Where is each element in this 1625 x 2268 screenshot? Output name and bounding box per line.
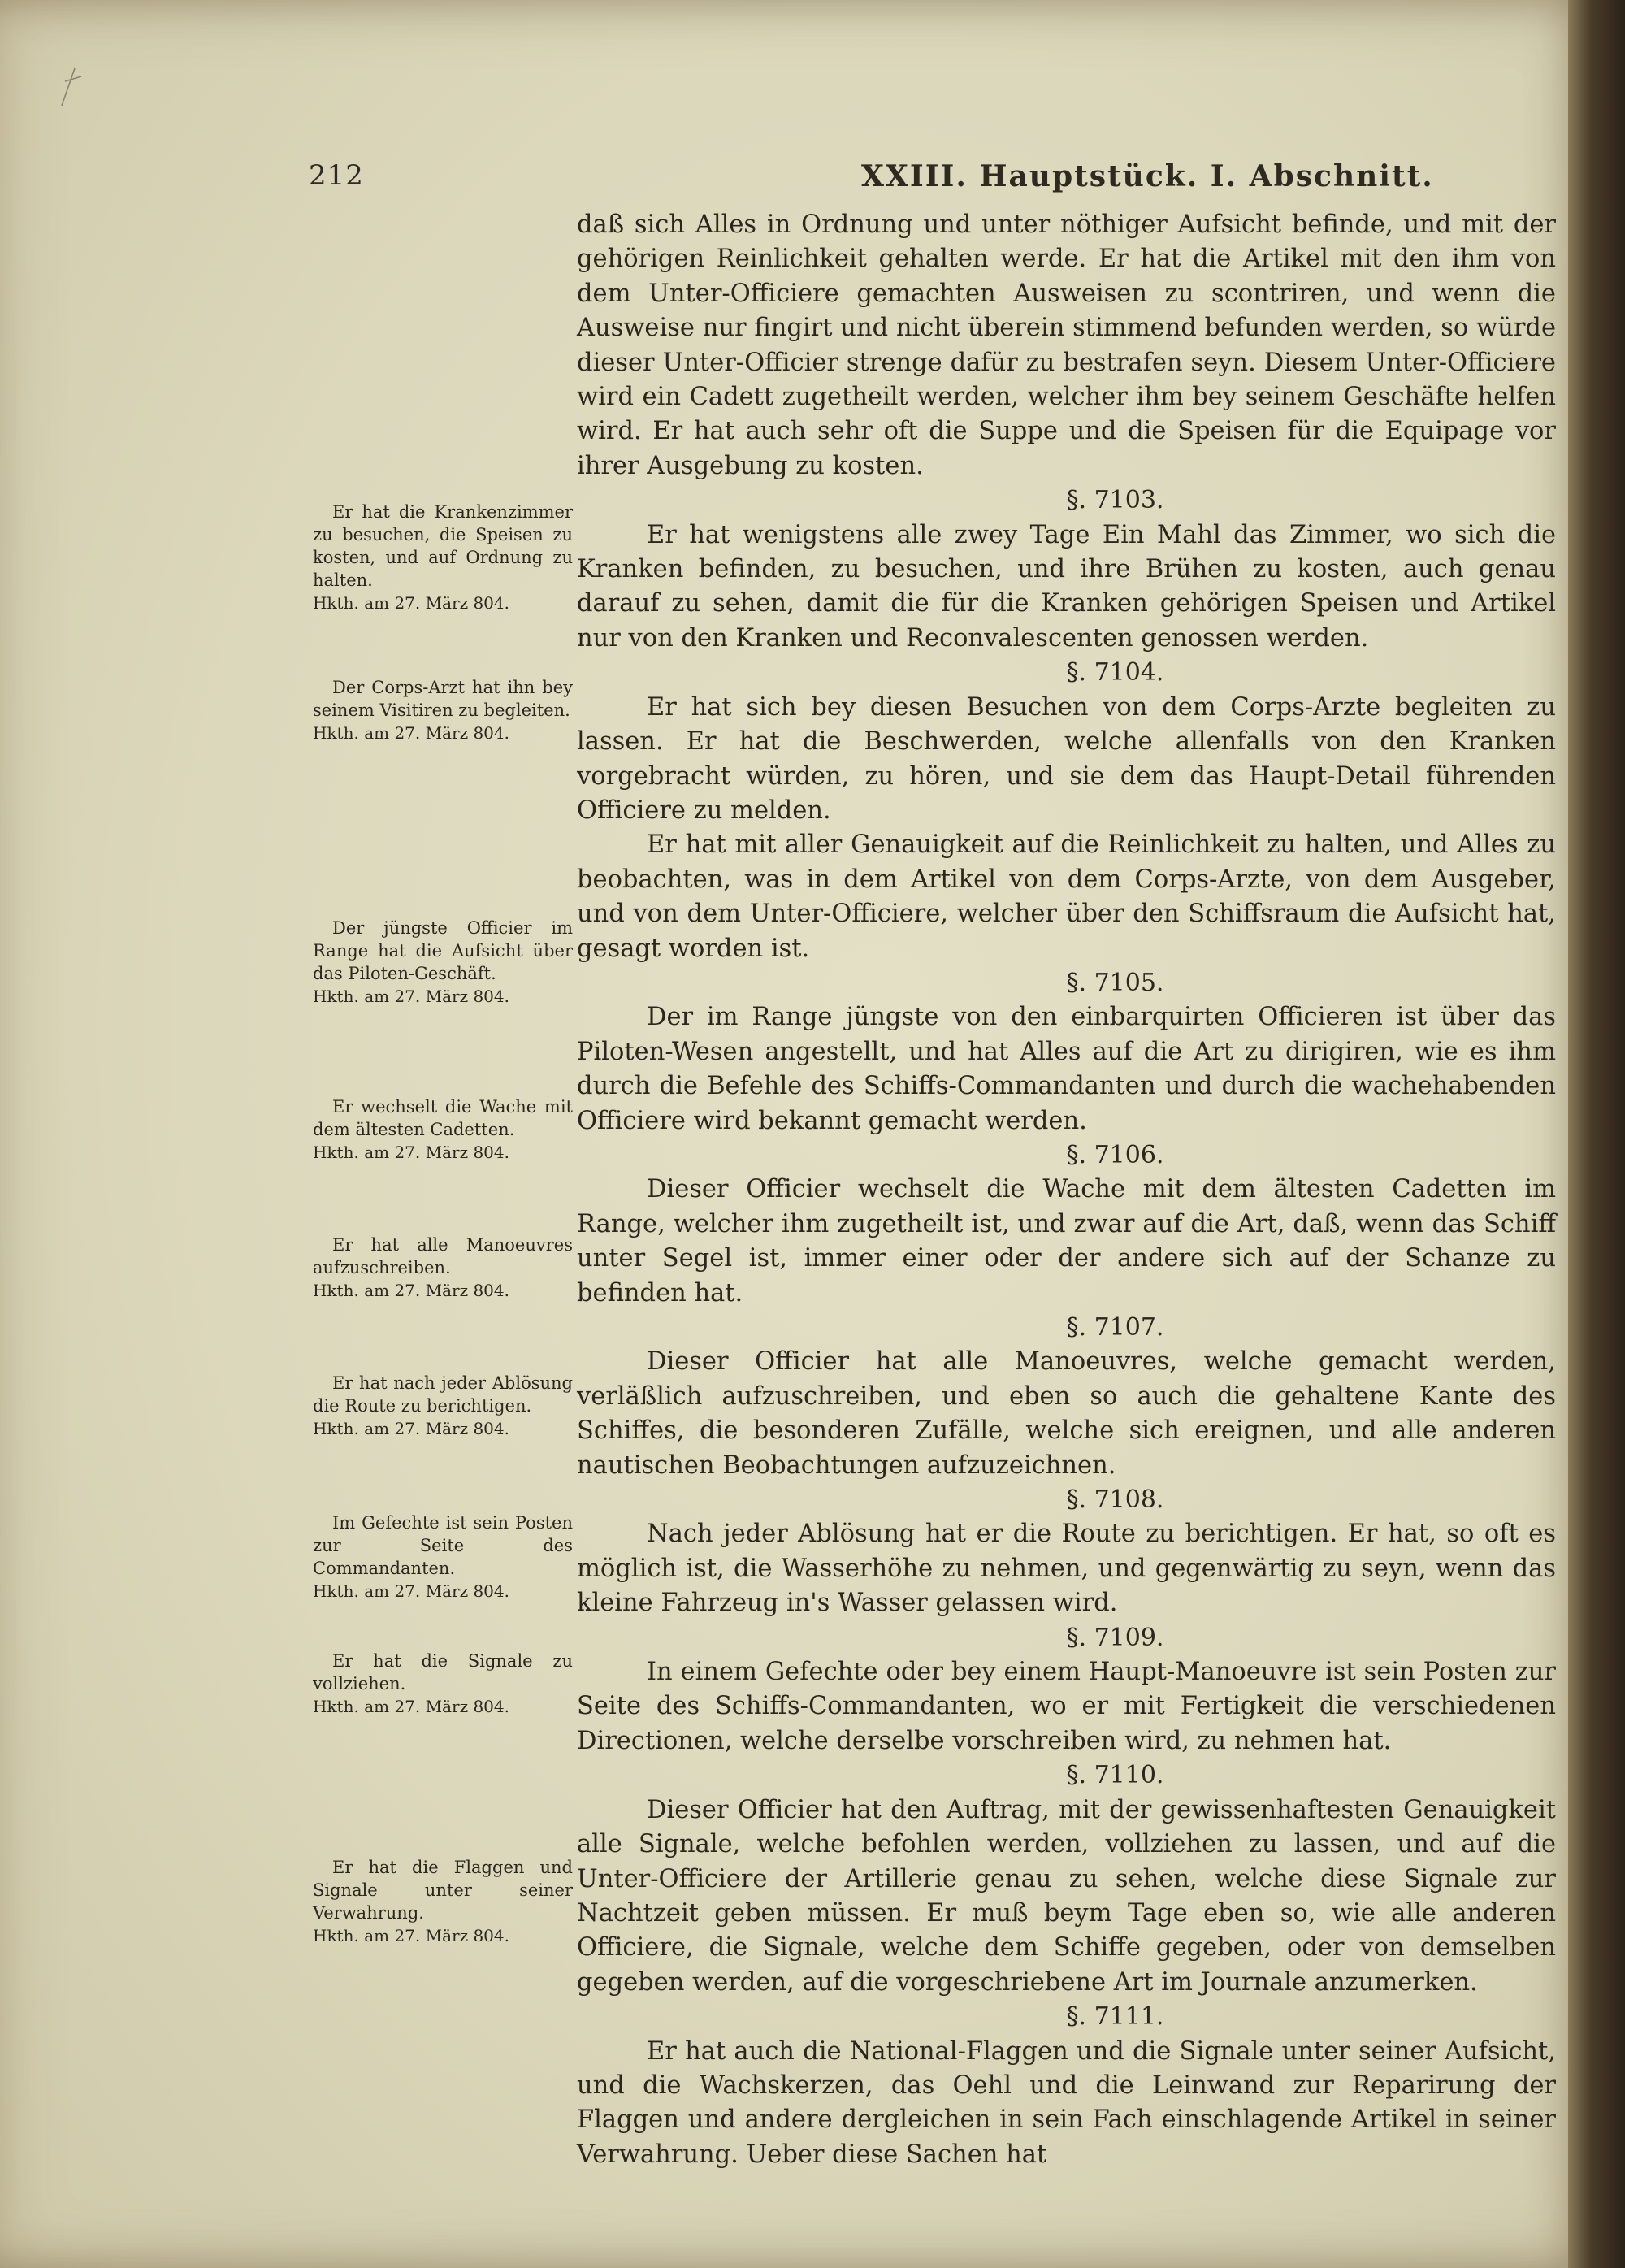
margin-note-text: Er hat die Flaggen und Signale unter seiner Verwahrung. <box>313 1858 573 1923</box>
body-text <box>577 208 1556 2172</box>
margin-note-reference: Hkth. am 27. März 804. <box>313 1143 509 1162</box>
paragraph: Dieser Officier hat den Auftrag, mit der gewissenhaftesten Genauigkeit alle Signale, welche befohlen werden, vollziehen zu lassen, und auf die Unter-Officiere der Artillerie genau zu sehen, welche diese Signale zur Nachtzeit geben müssen. Er muß beym Tage eben so, wie alle anderen Officiere, die Signale, welche dem Schiffe gegeben, oder von demselben gegeben werden, auf die vorgeschriebene Art im Journale anzumerken. <box>577 1795 1556 1997</box>
margin-note-text: Der jüngste Officier im Range hat die Aufsicht über das Piloten-Geschäft. <box>313 918 573 983</box>
section-heading: §. 7111. <box>1066 2002 1164 2032</box>
margin-note-reference: Hkth. am 27. März 804. <box>313 593 509 613</box>
margin-note-reference: Hkth. am 27. März 804. <box>313 1581 509 1601</box>
margin-note <box>313 1856 573 1947</box>
margin-note-text: Er hat die Signale zu vollziehen. <box>313 1651 573 1693</box>
paragraph: Dieser Officier wechselt die Wache mit dem ältesten Cadetten im Range, welcher ihm zugetheilt ist, und zwar auf die Art, daß, wenn das Schiff unter Segel ist, immer einer oder der andere sich auf der Schanze zu befinden hat. <box>577 1175 1556 1307</box>
pencil-mark-icon <box>57 63 89 112</box>
running-title: XXIII. Hauptstück. I. Abschnitt. <box>861 159 1434 193</box>
margin-note-text: Er wechselt die Wache mit dem ältesten Cadetten. <box>313 1097 573 1139</box>
margin-note <box>313 917 573 1008</box>
margin-note-text: Er hat die Krankenzimmer zu besuchen, die Speisen zu kosten, und auf Ordnung zu halten. <box>313 502 573 590</box>
page-number: 212 <box>309 159 364 192</box>
paragraph: Dieser Officier hat alle Manoeuvres, welche gemacht werden, verläßlich aufzuschreiben, und eben so auch die gehaltene Kante des Schiffes, die besonderen Zufälle, welche sich ereignen, und alle anderen nautischen Beobachtungen aufzuzeichnen. <box>577 1347 1556 1480</box>
margin-note-reference: Hkth. am 27. März 804. <box>313 1419 509 1438</box>
section-heading: §. 7107. <box>1066 1313 1164 1342</box>
section-heading: §. 7106. <box>1066 1140 1164 1169</box>
paragraph: Er hat mit aller Genauigkeit auf die Reinlichkeit zu halten, und Alles zu beobachten, was in dem Artikel von dem Corps-Arzte, von dem Ausgeber, und von dem Unter-Officiere, welcher über den Schiffsraum die Aufsicht hat, gesagt worden ist. <box>577 830 1556 963</box>
margin-note-text: Er hat alle Manoeuvres aufzuschreiben. <box>313 1235 573 1277</box>
section-heading: §. 7105. <box>1066 968 1164 997</box>
section-heading: §. 7103. <box>1066 486 1164 515</box>
margin-note <box>313 1511 573 1602</box>
margin-note-text: Er hat nach jeder Ablösung die Route zu berichtigen. <box>313 1373 573 1416</box>
paragraph: daß sich Alles in Ordnung und unter nöthiger Aufsicht befinde, und mit der gehörigen Reinlichkeit gehalten werde. Er hat die Artikel mit den ihm von dem Unter-Officiere gemachten Ausweisen zu scontriren, und wenn die Ausweise nur fingirt und nicht überein stimmend befunden werden, so würde dieser Unter-Officier strenge dafür zu bestrafen seyn. Diesem Unter-Officiere wird ein Cadett zugetheilt werden, welcher ihm bey seinem Geschäfte helfen wird. Er hat auch sehr oft die Suppe und die Speisen für die Equipage vor ihrer Ausgebung zu kosten. <box>577 210 1556 480</box>
margin-note-reference: Hkth. am 27. März 804. <box>313 1697 509 1716</box>
margin-note <box>313 501 573 614</box>
margin-note <box>313 1650 573 1718</box>
section-heading: §. 7109. <box>1066 1623 1164 1652</box>
margin-note <box>313 676 573 744</box>
paragraph: Er hat wenigstens alle zwey Tage Ein Mahl das Zimmer, wo sich die Kranken befinden, zu besuchen, und ihre Brühen zu kosten, auch genau darauf zu sehen, damit die für die Kranken gehörigen Speisen und Artikel nur von den Kranken und Reconvalescenten genossen werden. <box>577 520 1556 653</box>
margin-note-reference: Hkth. am 27. März 804. <box>313 987 509 1006</box>
paragraph: In einem Gefechte oder bey einem Haupt-Manoeuvre ist sein Posten zur Seite des Schiffs-Commandanten, wo er mit Fertigkeit die verschiedenen Directionen, welche derselbe vorschreiben wird, zu nehmen hat. <box>577 1658 1556 1755</box>
paragraph: Nach jeder Ablösung hat er die Route zu berichtigen. Er hat, so oft es möglich ist, die Wasserhöhe zu nehmen, und gegenwärtig zu seyn, wenn das kleine Fahrzeug in's Wasser gelassen wird. <box>577 1520 1556 1618</box>
margin-note <box>313 1095 573 1164</box>
section-heading: §. 7104. <box>1066 658 1164 687</box>
page-header <box>309 159 1560 200</box>
margin-note <box>313 1234 573 1302</box>
margin-note-reference: Hkth. am 27. März 804. <box>313 1281 509 1300</box>
margin-note-text: Der Corps-Arzt hat ihn bey seinem Visitiren zu begleiten. <box>313 678 573 720</box>
margin-note-reference: Hkth. am 27. März 804. <box>313 1926 509 1945</box>
section-heading: §. 7110. <box>1066 1761 1164 1790</box>
margin-note <box>313 1372 573 1440</box>
margin-note-text: Im Gefechte ist sein Posten zur Seite des Commandanten. <box>313 1513 573 1578</box>
paragraph: Er hat auch die National-Flaggen und die Signale unter seiner Aufsicht, und die Wachskerzen, das Oehl und die Leinwand zur Reparirung der Flaggen und andere dergleichen in sein Fach einschlagende Artikel in seiner Verwahrung. Ueber diese Sachen hat <box>577 2036 1556 2169</box>
section-heading: §. 7108. <box>1066 1485 1164 1515</box>
paragraph: Er hat sich bey diesen Besuchen von dem Corps-Arzte begleiten zu lassen. Er hat die Beschwerden, welche allenfalls von den Kranken vorgebracht würden, zu hören, und sie dem das Haupt-Detail führenden Officiere zu melden. <box>577 692 1556 825</box>
paragraph: Der im Range jüngste von den einbarquirten Officieren ist über das Piloten-Wesen angestellt, und hat Alles auf die Art zu dirigiren, wie es ihm durch die Befehle des Schiffs-Commandanten und durch die wachehabenden Officiere wird bekannt gemacht werden. <box>577 1003 1556 1135</box>
book-spine <box>1568 0 1625 2268</box>
margin-note-reference: Hkth. am 27. März 804. <box>313 723 509 743</box>
